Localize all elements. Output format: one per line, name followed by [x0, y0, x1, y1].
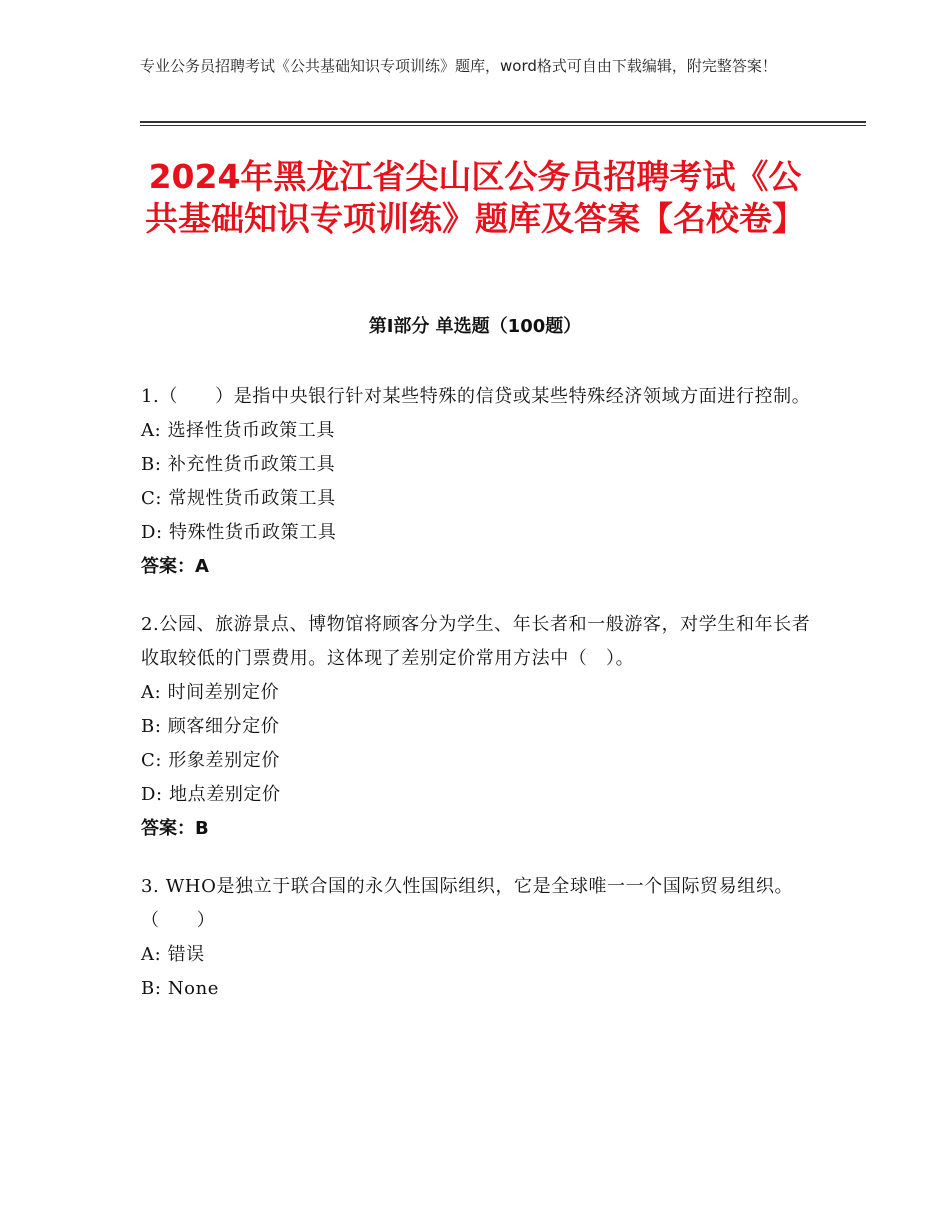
option-a: A: 选择性货币政策工具	[141, 420, 335, 441]
question-stem: 1.（ ）是指中央银行针对某些特殊的信贷或某些特殊经济领域方面进行控制。	[141, 386, 811, 407]
header-divider-thin	[140, 125, 866, 126]
answer-label: 答案：A	[141, 556, 209, 577]
option-b: B: 补充性货币政策工具	[141, 454, 336, 475]
question-2	[141, 608, 811, 846]
option-b: B: 顾客细分定价	[141, 716, 280, 737]
section-title: 第Ⅰ部分 单选题（100题）	[368, 316, 582, 337]
header-note: 专业公务员招聘考试《公共基础知识专项训练》题库，word格式可自由下载编辑，附完整答案！	[140, 57, 777, 75]
document-title: 2024年黑龙江省尖山区公务员招聘考试《公共基础知识专项训练》题库及答案【名校卷】	[145, 157, 805, 238]
option-c: C: 形象差别定价	[141, 750, 280, 771]
option-d: D: 地点差别定价	[141, 784, 281, 805]
option-a: A: 时间差别定价	[141, 682, 280, 703]
question-3	[141, 870, 811, 1006]
question-stem: 2.公园、旅游景点、博物馆将顾客分为学生、年长者和一般游客，对学生和年长者收取较低的门票费用。这体现了差别定价常用方法中（ ）。	[141, 614, 811, 669]
option-b: B: None	[141, 978, 220, 999]
question-1	[141, 380, 811, 584]
option-d: D: 特殊性货币政策工具	[141, 522, 337, 543]
answer-label: 答案：B	[141, 818, 209, 839]
option-a: A: 错误	[141, 944, 205, 965]
option-c: C: 常规性货币政策工具	[141, 488, 336, 509]
question-list	[141, 380, 811, 1030]
question-stem: 3. WHO是独立于联合国的永久性国际组织，它是全球唯一一个国际贸易组织。（ ）	[141, 876, 794, 931]
header-divider-thick	[140, 121, 866, 123]
